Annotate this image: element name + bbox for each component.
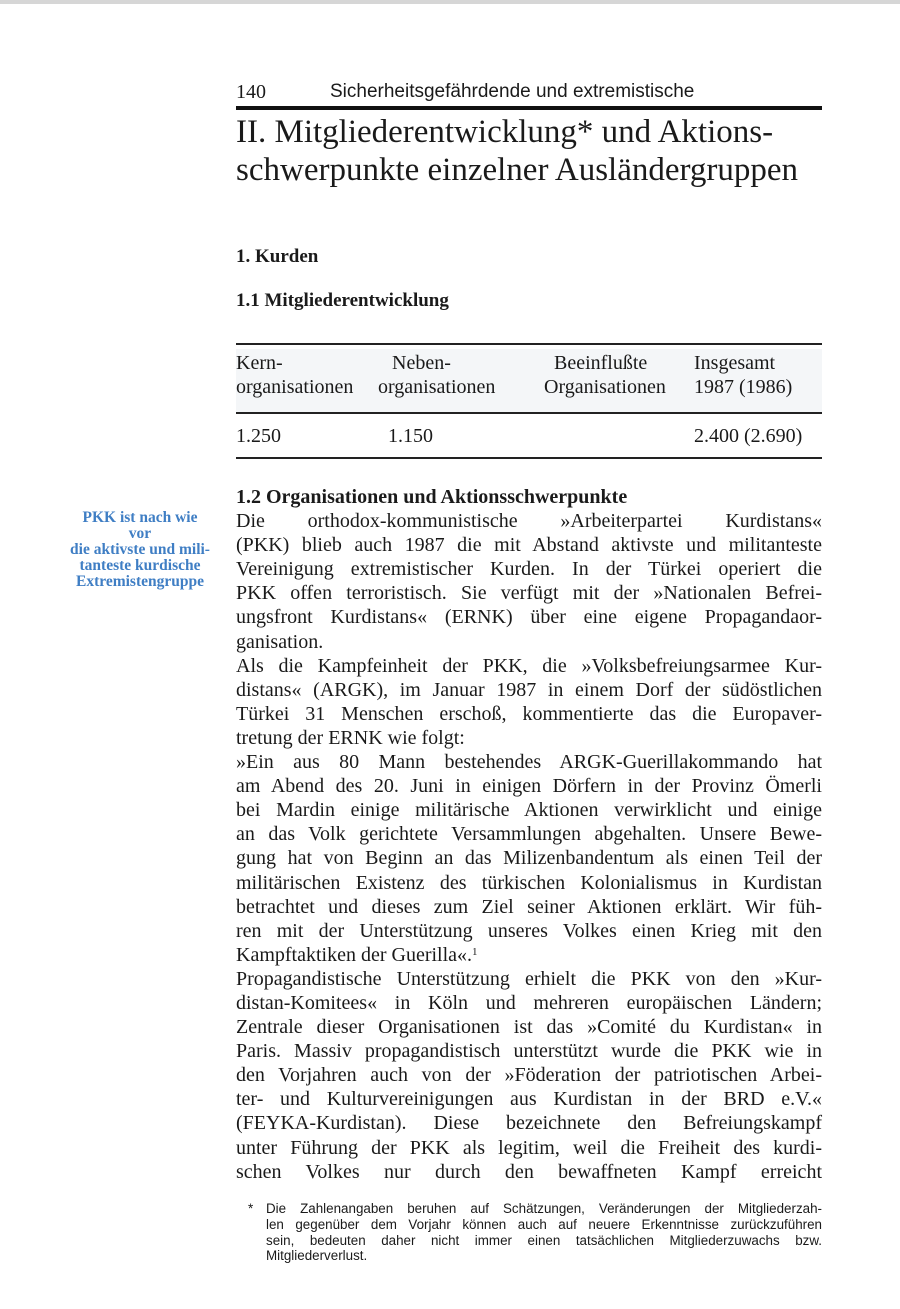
text-line: den Vorjahren auch von der »Föderation der patriotischen Arbei-: [236, 1064, 822, 1087]
table-value-cell: 2.400 (2.690): [694, 425, 803, 447]
text-line: ter- und Kulturvereinigungen aus Kurdistan in der BRD e.V.«: [236, 1088, 822, 1111]
footnote-line: sein, bedeuten daher nicht immer einen tatsächlichen Mitgliederzuwachs bzw.: [266, 1232, 822, 1248]
footnote-reference: 1: [472, 945, 478, 958]
body-text: [236, 485, 822, 1184]
text-line: betrachtet und dieses zum Ziel seiner Aktionen erklärt. Wir füh-: [236, 895, 822, 918]
table-header-cell: Insgesamt 1987 (1986): [694, 352, 793, 398]
text-line: an das Volk gerichtete Versammlungen abgehalten. Unsere Bewe-: [236, 823, 822, 846]
text-line: ren mit der Unterstützung unseres Volkes einen Krieg mit den: [236, 919, 822, 942]
text-line: militärischen Existenz des türkischen Kolonialismus in Kurdistan: [236, 871, 822, 894]
page-number: 140: [236, 81, 266, 103]
table-header-cell: Neben- organisationen: [378, 352, 496, 398]
text-line: (PKK) blieb auch 1987 die mit Abstand aktivste und militanteste: [236, 534, 822, 557]
section-heading-kurden: 1. Kurden: [236, 246, 319, 267]
table-value-cell: 1.250: [236, 425, 281, 447]
chapter-title: [236, 113, 836, 189]
text-line: Vereinigung extremistischer Kurden. In der Türkei operiert die: [236, 558, 822, 581]
text-line: schen Volkes nur durch den bewaffneten Kampf erreicht: [236, 1160, 822, 1183]
footnote-line: Mitgliederverlust.: [266, 1248, 368, 1264]
text-line: (FEYKA-Kurdistan). Diese bezeichnete den Befreiungskampf: [236, 1112, 822, 1135]
margin-note: PKK ist nach wie vor die aktivste und mili- tanteste kurdische Extremistengruppe: [70, 509, 210, 590]
table-value-cell: 1.150: [388, 425, 433, 447]
text-line: am Abend des 20. Juni in einigen Dörfern in der Provinz Ömerli: [236, 775, 822, 798]
text-line: Kampftaktiken der Guerilla«.$^1$: [236, 943, 478, 966]
text-line: Als die Kampfeinheit der PKK, die »Volksbefreiungsarmee Kur-: [236, 654, 822, 677]
footnote-marker: *: [248, 1201, 254, 1216]
table-header-cell: Beeinflußte Organisationen: [544, 352, 666, 398]
header-rule: [236, 106, 822, 110]
text-line: »Ein aus 80 Mann bestehendes ARGK-Guerillakommando hat: [236, 751, 822, 774]
text-line: distans« (ARGK), im Januar 1987 in einem Dorf der südöstlichen: [236, 678, 822, 701]
text-line: ungsfront Kurdistans« (ERNK) über eine eigene Propagandaor-: [236, 606, 822, 629]
footnote: [248, 1201, 822, 1264]
table-bottom-rule: [236, 457, 822, 459]
text-line: Zentrale dieser Organisationen ist das »Comité du Kurdistan« in: [236, 1016, 822, 1039]
table-header-rule: [236, 412, 822, 414]
text-line: Paris. Massiv propagandistisch unterstützt wurde die PKK wie in: [236, 1040, 822, 1063]
text-line: Propagandistische Unterstützung erhielt die PKK von den »Kur-: [236, 967, 822, 990]
running-title: Sicherheitsgefährdende und extremistische: [330, 81, 695, 102]
text-line: distan-Komitees« in Köln und mehreren europäischen Ländern;: [236, 991, 822, 1014]
text-line: unter Führung der PKK als legitim, weil die Freiheit des kurdi-: [236, 1136, 822, 1159]
chapter-title-line-2: schwerpunkte einzelner Ausländergruppen: [236, 152, 799, 188]
section-heading-mitgliederentwicklung: 1.1 Mitgliederentwicklung: [236, 290, 449, 311]
footnote-line: Die Zahlenangaben beruhen auf Schätzungen, Veränderungen der Mitgliederzah-: [266, 1201, 822, 1216]
text-line: bei Mardin einige militärische Aktionen verwirklicht und einige: [236, 799, 822, 822]
text-line: Türkei 31 Menschen erschoß, kommentierte das die Europaver-: [236, 702, 822, 725]
text-line: Die orthodox-kommunistische »Arbeiterpartei Kurdistans«: [236, 510, 822, 533]
text-line: gung hat von Beginn an das Milizenbandentum als einen Teil der: [236, 847, 822, 870]
table-header-cell: Kern- organisationen: [236, 352, 354, 398]
page-top-edge: [0, 0, 900, 4]
footnote-line: len gegenüber dem Vorjahr können auch auf neuere Erkenntnisse zurückzuführen: [266, 1216, 822, 1232]
text-line: tretung der ERNK wie folgt:: [236, 726, 465, 749]
chapter-title-line-1: II. Mitgliederentwicklung* und Aktions-: [236, 114, 774, 150]
text-line: ganisation.: [236, 630, 324, 653]
table-top-rule: [236, 343, 822, 345]
text-line: PKK offen terroristisch. Sie verfügt mit der »Nationalen Befrei-: [236, 582, 822, 605]
section-heading-organisationen: 1.2 Organisationen und Aktionsschwerpunkte: [236, 486, 628, 508]
